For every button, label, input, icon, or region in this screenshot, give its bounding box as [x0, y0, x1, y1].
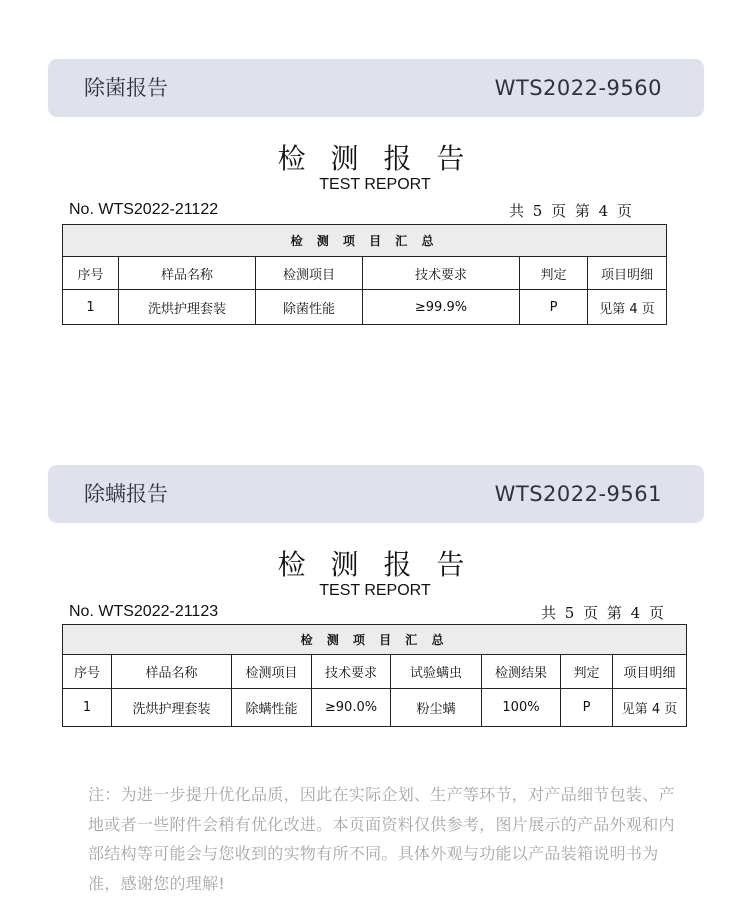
disclaimer-note: 注：为进一步提升优化品质，因此在实际企划、生产等环节，对产品细节包装、产地或者一些附件会稍有优化改进。本页面资料仅供参考，图片展示的产品外观和内部结构等可能会与您收到的实物有所不同。具体外观与功能以产品装箱说明书为准，感谢您的理解! [88, 785, 675, 893]
table-cell: 洗烘护理套装 [119, 290, 256, 325]
report-banner-antibacterial [48, 59, 704, 117]
table-header-row [63, 257, 667, 290]
table-cell: ≥90.0% [312, 689, 391, 727]
table-cell: 除菌性能 [256, 290, 363, 325]
header-cell: 样品名称 [112, 655, 232, 689]
banner-title: 除菌报告 [84, 76, 168, 100]
header-cell: 判定 [520, 257, 588, 290]
table-cell: 见第 4 页 [588, 290, 667, 325]
header-cell: 样品名称 [119, 257, 256, 290]
report-subtitle: TEST REPORT [319, 176, 431, 193]
page-indicator: 共 5 页 第 4 页 [509, 202, 632, 220]
header-cell: 判定 [561, 655, 613, 689]
table-cell: 1 [63, 689, 112, 727]
table-header-row [63, 655, 687, 689]
report-title: 检 测 报 告 [277, 142, 473, 175]
table-cell: P [561, 689, 613, 727]
table-cell: P [520, 290, 588, 325]
table-cell: 粉尘螨 [391, 689, 482, 727]
header-cell: 序号 [63, 257, 119, 290]
report-number: No. WTS2022-21122 [69, 201, 219, 218]
header-cell: 技术要求 [312, 655, 391, 689]
header-cell: 检测项目 [232, 655, 312, 689]
report-banner-anti-mite [48, 465, 704, 523]
table-cell: ≥99.9% [363, 290, 520, 325]
page-indicator: 共 5 页 第 4 页 [541, 604, 664, 622]
table-cell: 洗烘护理套装 [112, 689, 232, 727]
header-cell: 试验螨虫 [391, 655, 482, 689]
header-cell: 检测项目 [256, 257, 363, 290]
summary-table [62, 224, 667, 325]
banner-code: WTS2022-9560 [494, 76, 662, 100]
header-cell: 技术要求 [363, 257, 520, 290]
header-cell: 检测结果 [482, 655, 561, 689]
summary-title: 检 测 项 目 汇 总 [63, 225, 667, 257]
header-cell: 项目明细 [588, 257, 667, 290]
report-subtitle: TEST REPORT [319, 582, 431, 599]
header-cell: 项目明细 [613, 655, 687, 689]
report-number: No. WTS2022-21123 [69, 603, 219, 620]
table-cell: 1 [63, 290, 119, 325]
table-row [63, 689, 687, 727]
table-cell: 100% [482, 689, 561, 727]
banner-code: WTS2022-9561 [494, 482, 662, 506]
table-cell: 除螨性能 [232, 689, 312, 727]
banner-title: 除螨报告 [84, 482, 168, 506]
summary-title: 检 测 项 目 汇 总 [63, 625, 687, 655]
report-title: 检 测 报 告 [277, 548, 473, 581]
header-cell: 序号 [63, 655, 112, 689]
table-cell: 见第 4 页 [613, 689, 687, 727]
summary-table [62, 624, 687, 727]
table-row [63, 290, 667, 325]
